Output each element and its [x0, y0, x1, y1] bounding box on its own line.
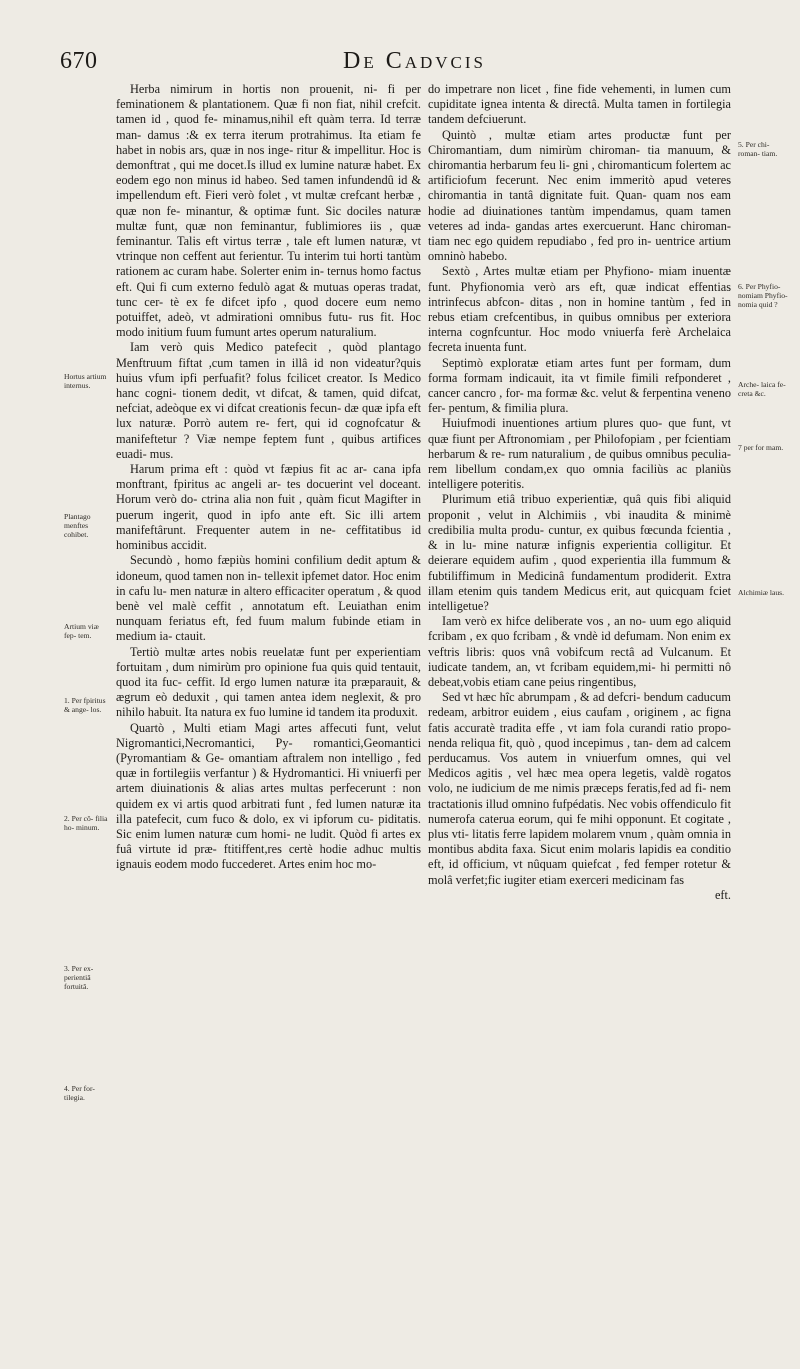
paragraph: Quintò , multæ etiam artes productæ funt per Chiromantiam, dum nimirùm chiroman- tia manuum, & chiromantia herbarum feu li- gni , chiromanticum folertem ac artificiofum fecerunt. Nec enim immeritò apud veteres chiromantia in tantâ dignitate fuit. Quan- quam nos eam hodie ad diuinationes tantùm impendamus, quam tamen veteres ad inda- gandas artes exercuerunt. Hanc chiroman- tiam nec ego quidem repudiabo , fed pro in- uentrice artium omninò habebo.	[428, 127, 731, 264]
margin-note: 4. Per for- tilegia.	[64, 1084, 95, 1102]
margin-note: 5. Per chi- roman- tiam.	[738, 140, 778, 158]
paragraph: Septimò exploratæ etiam artes funt per formam, dum forma formam indicauit, ita vt fimile fimili refponderet , cancer cancro , for- ma formæ &c. velut & ferpentina veneno fer- pentum, & fimilia plura.	[428, 355, 731, 416]
paragraph: Plurimum etiâ tribuo experientiæ, quâ quis fibi aliquid proponit , velut in Alchimiis , vbi inaudita & minimè credibilia multa produ- cuntur, ex quibus fœcunda fcientia , & in lu- mine naturæ infignis experientia colligitur. Et deierare equidem aufim , quod experientia illa fummum & fubtiliffimum in Medicinâ fundamentum prodiderit. Extra illam etenim quis tandem Medicus erit, aut quicquam fciet intelligetue?	[428, 492, 731, 613]
paragraph: Huiufmodi inuentiones artium plures quo- que funt, vt quæ fiunt per Aftronomiam , per Philofopiam , per fcientiam herbarum & re- rum naturalium , de quibus omnibus peculia- rem libellum condam,ex quo omnia faciliùs ac planiùs intelligere poteritis.	[428, 416, 731, 492]
paragraph: Tertiò multæ artes nobis reuelatæ funt per experientiam fortuitam , dum nimirùm pro opinione fua quis quid tentauit, quod ita fuc- ceffit. Id ergo lumen naturæ ita præparauit, & ægrum eò deduxit , qui tamen antea idem neglexit, & pro nihilo habuit. Ita natura ex fuo lumine id tandem ita produxit.	[116, 644, 421, 720]
right-column	[428, 82, 731, 903]
paragraph: Secundò , homo fæpiùs homini confilium dedit aptum & idoneum, quod tamen non in- tellexit ipfemet dator. Hoc enim in cafu lu- men naturæ in altero efficaciter operatum , & quod benè vel malè ceffit , annotatum eft. Leuiathan enim nunquam feriatus eft, fed fuum malum fubinde etiam in medium ia- ctauit.	[116, 553, 421, 644]
margin-note: Arche- laica fe- creta &c.	[738, 380, 786, 398]
margin-note: Hortus artium internus.	[64, 372, 107, 390]
paragraph: Quartò , Multi etiam Magi artes affecuti funt, velut Nigromantici,Necromantici, Py- romantici,Geomantici (Pyromantiam & Ge- omantiam aftralem non intelligo , fed quæ in fortilegiis verfantur ) & Hydromantici. Hi vniuerfi per artem diuinationis & alias artes multas perfecerunt : non quidem ex vi artis quod arbitrati funt , fed lumen naturæ ita illa patefecit, cum fuco & dolo, ex vi ipforum cu- piditatis. Sic enim lumen naturæ cum homi- ne ludit. Quòd fi artes ex fuâ virtute id præ- ftitiffent,res certè hodie adhuc multis ignauis eodem modo fuccederet. Artes enim hoc mo-	[116, 720, 421, 872]
margin-note: Plantago menftes cohibet.	[64, 512, 91, 539]
paragraph: Sextò , Artes multæ etiam per Phyfiono- miam inuentæ funt. Phyfionomia verò ars eft, quæ indicat effentias intrinfecus abfcon- ditas , non in homine tantùm , fed in rebus etiam crefcentibus, in quibus omnibus per exteriora interna cognfcuntur. Hoc modo vniuerfa ferè Archelaica fecreta inuenta funt.	[428, 264, 731, 355]
paragraph: Iam verò quis Medico patefecit , quòd plantago Menftruum fiftat ,cum tamen in illâ id non videatur?quis huius vfum ipfi perfuafit? folus fcilicet creator. Is Medico hanc cogni- tionem dedit, vt difcat, & tamen, quid difcat, nefciat, adeòque ex vi difcat creationis fecun- dæ quæ ipfa eft lux naturæ. Porrò autem re- fert, qui id cognofcatur & manifeftetur ? Viæ nempe feptem funt , quibus artifices euadi- mus.	[116, 340, 421, 461]
margin-note: Artium viæ fep- tem.	[64, 622, 99, 640]
left-column	[116, 82, 421, 873]
paragraph: Iam verò ex hifce deliberate vos , an no- uum ego aliquid fcribam , ex quo fcribam , & vndè id defumam. Non enim ex veftris libris: quos vnâ vobifcum rectâ ad Vulcanum. Et iudicate tandem, an, vt fcribam equidem,mi- hi permitti nô debeat,vobis etiam cane peius ringentibus,	[428, 614, 731, 689]
margin-note: 3. Per ex- perientiâ fortuitâ.	[64, 964, 94, 991]
paragraph: Sed vt hæc hîc abrumpam , & ad defcri- bendum caducum redeam, arbitror euidem , eius caufam , originem , ac figna fatis accuratè tradita effe , vt iam fola curandi ratio propo- nenda reliqua fit, quò , quod incepimus , tan- dem ad calcem perducamus. Vos autem in vniuerfum omnes, qui vel Medicos agitis , vel hæc mea opera legetis, valdè rogatos volo, ne iudicium de me nimis præceps feratis,fed ad fi- nem tractationis illud omnino fufpédatis. Nec vobis offendiculo fit numerofa caterua eorum, qui fe mihi opponunt. Et cogitate , plus vti- litatis ferre lapidem molarem vnum , quàm omnia in montibus abdita faxa. Sicut enim molaris lapidis ea conditio eft, id officium, vt nûquam quiefcat , fed femper rotetur & molâ verfet;fic iugiter etiam exerceri medicinam fas	[428, 690, 731, 887]
margin-note: 1. Per fpiritus & ange- los.	[64, 696, 106, 714]
running-title: De Cadvcis	[343, 48, 487, 74]
page-header	[0, 48, 800, 82]
paragraph: do impetrare non licet , fine fide vehementi, in lumen cum cupiditate ignea intenta & directâ. Multa tamen in fortilegia tandem defciuerunt.	[428, 82, 731, 127]
paragraph: Herba nimirum in hortis non prouenit, ni- fi per feminationem & plantationem. Quæ fi non fiat, nihil crefcit. tamen id , quod fe- minamus,nihil eft quàm terra. Id terræ man- damus :& ex terra iterum protrahimus. Ita etiam fe habet in nobis ars, quæ in nos inge- ritur & impellitur. Hoc is demonftrat , qui me docet.Is illud ex lumine naturæ habet. Ex eodem ego non minus id habeo. Sed tamen infundendû id & impellendum eft. Fieri verò folet , vt multæ crefcant herbæ , quæ non fe- minantur, & optimæ funt. Sic dociles naturæ multæ funt, quæ non feminantur, fublimiores iis , quæ feminantur. Talis eft virtus terræ , tale eft lumen naturæ, vt vtrinque non ceffent aut ferientur. Tu interim tui horti tantùm rationem ac curam habe. Solerter enim in- ternus homo factus eft. Qui fi cum externo fedulò agat & mutuas operas tradat, tunc cer- tè ex fe difcet ipfo , quod docere eum nemo potuiffet, adeò, vt admirationi omnibus futu- rus fit. Hoc modo initium fuum fumunt artes operum naturalium.	[116, 82, 421, 340]
page-number: 670	[60, 48, 98, 74]
paragraph-end: eft.	[714, 887, 731, 902]
margin-note: 7 per for mam.	[738, 443, 784, 452]
margin-note: 6. Per Phyfio- nomiam Phyfio- nomia quid ?	[738, 282, 788, 309]
paragraph: Harum prima eft : quòd vt fæpius fit ac ar- cana ipfa monftrant, fpiritus ac angeli ar- tes docuerint vel doceant. Horum verò do- ctrina alia non fuit , quàm ficut Magifter in puerum ingerit, quod in ipfo ante eft. Sic illi artem manifeftârunt. Frequenter autem in ne- ceffitatibus id hominibus accidit.	[116, 462, 421, 553]
margin-note: Alchimiæ laus.	[738, 588, 784, 597]
margin-note: 2. Per cô- filia ho- minum.	[64, 814, 108, 832]
